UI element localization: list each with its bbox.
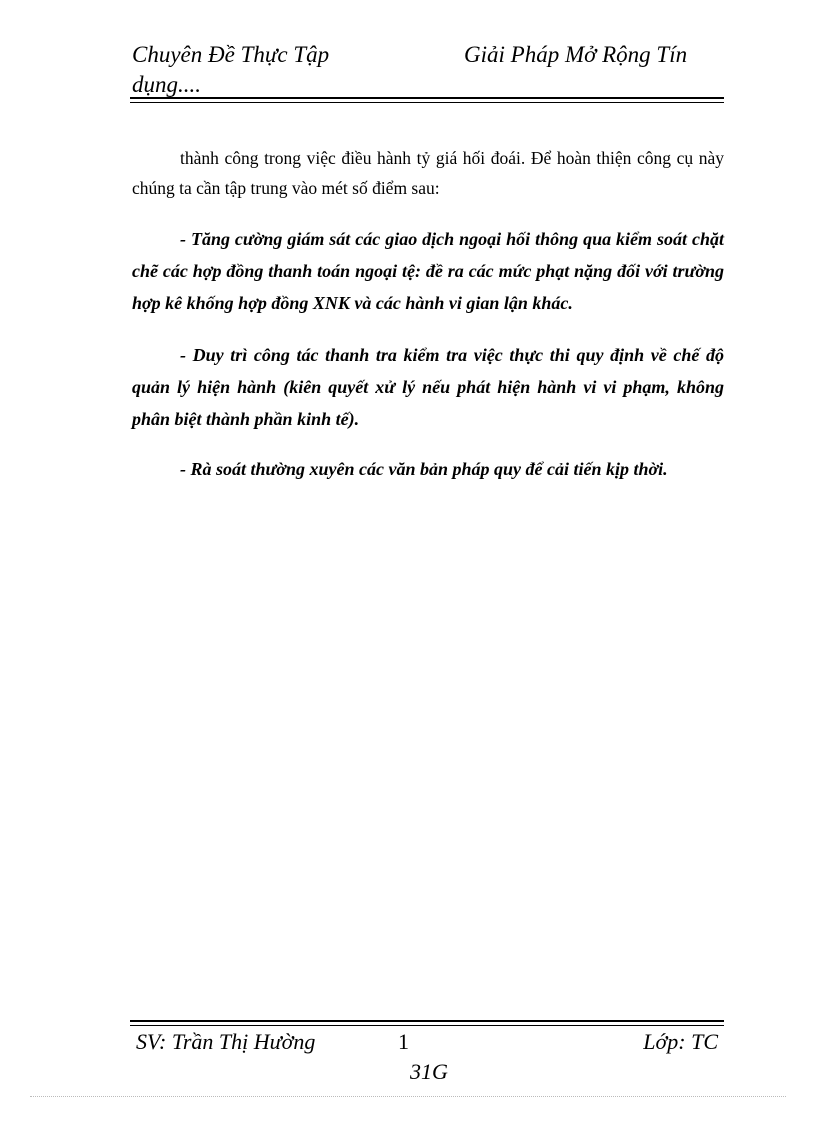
bullet-paragraph: - Duy trì công tác thanh tra kiểm tra việc thực thi quy định về chế độ quản lý hiện hành (kiên quyết xử lý nếu phát hiện hành vi vi phạm, không phân biệt thành phần kinh tế).: [132, 345, 724, 429]
footer-class-label: Lớp: TC: [643, 1029, 718, 1054]
footer-student-name: SV: Trần Thị Hường: [136, 1029, 316, 1054]
header-divider: [130, 97, 724, 103]
page-body: [132, 143, 724, 485]
bullet-paragraph: - Tăng cường giám sát các giao dịch ngoại hối thông qua kiểm soát chặt chẽ các hợp đồng thanh toán ngoại tệ: đề ra các mức phạt nặng đối với trường hợp kê khống hợp đồng XNK và các hành vi gian lận khác.: [132, 229, 724, 313]
footer-page-number: 1: [398, 1029, 409, 1054]
page-footer: [130, 1027, 724, 1087]
footer-divider: [130, 1020, 724, 1026]
intro-paragraph: thành công trong việc điều hành tỷ giá hối đoái. Để hoàn thiện công cụ này chúng ta cần tập trung vào mét số điểm sau:: [132, 148, 724, 198]
bullet-paragraph: - Rà soát thường xuyên các văn bản pháp quy để cải tiến kịp thời.: [180, 459, 668, 479]
header-title-right: Giải Pháp Mở Rộng Tín: [464, 42, 688, 67]
footer-class-continuation: 31G: [410, 1059, 448, 1084]
page-header: [130, 40, 724, 100]
page-bottom-border: [30, 1096, 786, 1097]
header-title-left: Chuyên Đề Thực Tập: [132, 42, 330, 67]
header-title-continuation: dụng....: [132, 72, 201, 97]
